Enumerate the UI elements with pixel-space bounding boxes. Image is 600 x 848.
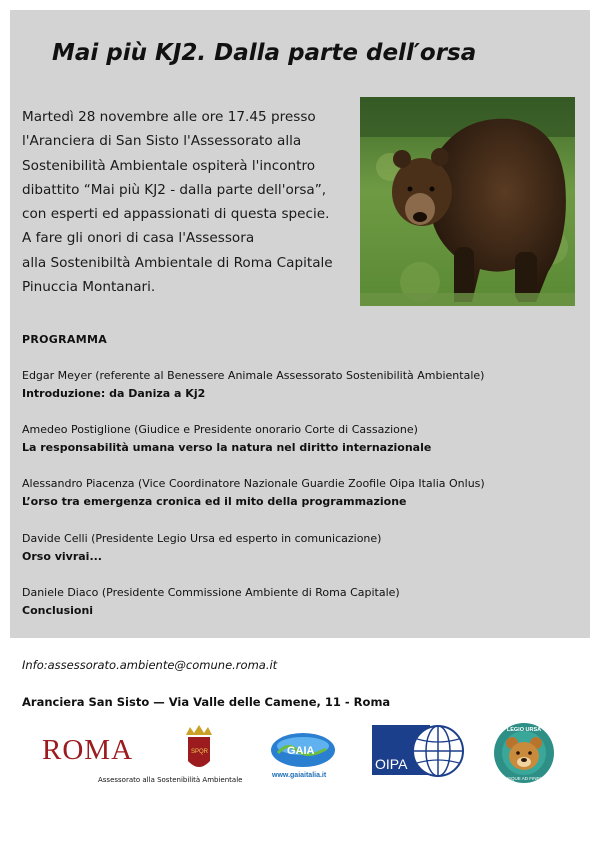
page-title: Mai più KJ2. Dalla parte dell′orsa	[52, 40, 477, 66]
roma-wordmark: ROMA	[42, 734, 134, 766]
speaker-name: Alessandro Piacenza (Vice Coordinatore Nazionale Guardie Zoofile Oipa Italia Onlus)	[22, 477, 485, 490]
oipa-logo[interactable]	[372, 725, 468, 781]
oipa-wordmark: OIPA	[375, 756, 408, 772]
logo-strip	[0, 715, 600, 790]
contact-email[interactable]: Info:assessorato.ambiente@comune.roma.it	[22, 658, 278, 672]
legio-ursa-top-text: LEGIO URSA	[506, 727, 542, 733]
talk-title: Conclusioni	[22, 604, 94, 617]
gaia-wordmark: GAIA	[287, 745, 315, 757]
speaker-name: Davide Celli (Presidente Legio Ursa ed esperto in comunicazione)	[22, 532, 382, 545]
intro-line: dibattito “Mai più KJ2 - dalla parte dell'orsa”,	[22, 181, 327, 198]
program-item	[22, 584, 400, 620]
program-heading: PROGRAMMA	[22, 333, 108, 346]
talk-title: Orso vivrai...	[22, 550, 102, 563]
intro-line: Pinuccia Montanari.	[22, 279, 156, 296]
intro-text	[22, 105, 358, 299]
roma-shield-text: SPQR	[191, 749, 209, 755]
roma-logo[interactable]	[40, 723, 243, 785]
intro-line: Sostenibilità Ambientale ospiterà l'incontro	[22, 157, 316, 174]
program-item	[22, 367, 484, 403]
legio-ursa-bottom-text: USQUE AD FINEM	[504, 776, 544, 781]
program-item	[22, 421, 431, 457]
program-item	[22, 475, 485, 511]
talk-title: La responsabilità umana verso la natura nel diritto internazionale	[22, 441, 432, 454]
intro-line: l'Aranciera di San Sisto l'Assessorato alla	[22, 133, 302, 150]
talk-title: Introduzione: da Daniza a Kj2	[22, 387, 206, 400]
legio-ursa-logo[interactable]	[492, 721, 556, 785]
event-address: Aranciera San Sisto — Via Valle delle Camene, 11 - Roma	[22, 695, 391, 709]
gaia-logo[interactable]	[268, 731, 338, 781]
intro-line: alla Sostenibiltà Ambientale di Roma Capitale	[22, 254, 333, 271]
gaia-globe-icon	[268, 731, 338, 781]
gaia-url: www.gaiaitalia.it	[272, 772, 327, 779]
intro-line: A fare gli onori di casa l'Assessora	[22, 230, 255, 247]
brown-bear-photo	[360, 97, 575, 306]
oipa-globe-icon	[372, 725, 468, 781]
speaker-name: Amedeo Postiglione (Giudice e Presidente onorario Corte di Cassazione)	[22, 423, 418, 436]
bear-face-icon	[492, 721, 556, 785]
program-item	[22, 530, 381, 566]
speaker-name: Daniele Diaco (Presidente Commissione Ambiente di Roma Capitale)	[22, 586, 400, 599]
talk-title: L’orso tra emergenza cronica ed il mito della programmazione	[22, 495, 407, 508]
bear-photo	[360, 97, 575, 306]
intro-line: Martedì 28 novembre alle ore 17.45 presso	[22, 109, 316, 125]
roma-caption: Assessorato alla Sostenibilità Ambientale	[98, 776, 243, 784]
speaker-name: Edgar Meyer (referente al Benessere Animale Assessorato Sostenibilità Ambientale)	[22, 369, 485, 382]
intro-line: con esperti ed appassionati di questa specie.	[22, 206, 330, 223]
